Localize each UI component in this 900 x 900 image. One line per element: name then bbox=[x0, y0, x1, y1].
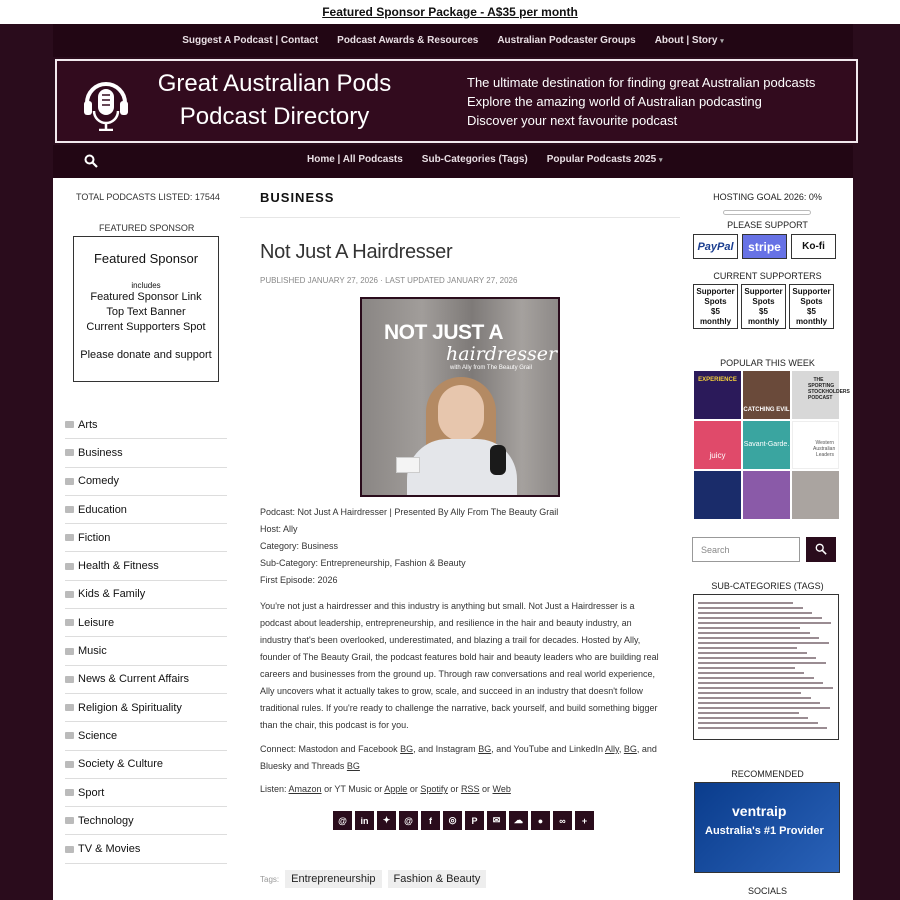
bluesky-icon[interactable]: ✦ bbox=[377, 811, 396, 830]
folder-icon bbox=[65, 619, 74, 626]
current-supporters-title: CURRENT SUPPORTERS bbox=[713, 271, 822, 281]
post-meta: PUBLISHED JANUARY 27, 2026 · LAST UPDATED JANUARY 27, 2026 bbox=[260, 276, 518, 285]
recommended-ad[interactable] bbox=[694, 782, 840, 873]
banner-tagline: Explore the amazing world of Australian podcasting bbox=[467, 94, 762, 109]
connect-text: , and Bluesky and Threads bbox=[260, 744, 657, 771]
stripe-button[interactable]: stripe bbox=[742, 234, 787, 259]
supporter-spot[interactable] bbox=[789, 284, 834, 329]
cover-microphone bbox=[490, 445, 506, 475]
facebook-link[interactable]: BG bbox=[400, 744, 414, 754]
detail-podcast: Podcast: Not Just A Hairdresser | Presented By Ally From The Beauty Grail bbox=[260, 507, 559, 517]
listen-text: or bbox=[409, 784, 418, 794]
category-label: Leisure bbox=[78, 616, 115, 629]
hosting-progress-bar bbox=[723, 210, 811, 215]
socials-title: SOCIALS bbox=[747, 886, 787, 896]
supporter-spot-text: Supporter bbox=[744, 287, 783, 296]
podcast-details bbox=[260, 504, 558, 589]
post-tags bbox=[260, 870, 486, 888]
popular-cover[interactable]: Savant-Garde. bbox=[743, 421, 790, 469]
listen-text: or bbox=[450, 784, 459, 794]
folder-icon bbox=[65, 676, 74, 683]
folder-icon bbox=[65, 704, 74, 711]
nav-suggest[interactable]: Suggest A Podcast | Contact bbox=[182, 35, 319, 46]
supporter-spot-text: Spots bbox=[704, 297, 727, 306]
divider bbox=[240, 217, 680, 218]
section-title: BUSINESS bbox=[260, 190, 335, 205]
cover-title-line2: hairdresser bbox=[446, 343, 558, 365]
chevron-down-icon: ▾ bbox=[720, 38, 724, 45]
supporter-spot-text: $5 bbox=[807, 307, 816, 316]
linkedin-icon[interactable]: in bbox=[355, 811, 374, 830]
cover-title-line3: with Ally from The Beauty Grail bbox=[450, 365, 532, 371]
messenger-icon[interactable]: ☁ bbox=[509, 811, 528, 830]
share-buttons bbox=[333, 811, 594, 830]
recommended-title: RECOMMENDED bbox=[731, 769, 804, 779]
tag-link[interactable]: Fashion & Beauty bbox=[388, 870, 487, 888]
category-item[interactable] bbox=[65, 779, 227, 807]
rss-link[interactable]: RSS bbox=[460, 784, 480, 794]
tag-cloud-line bbox=[698, 682, 823, 684]
search-icon bbox=[815, 543, 827, 555]
featured-donate: Please donate and support bbox=[80, 349, 212, 361]
folder-icon bbox=[65, 506, 74, 513]
category-item[interactable] bbox=[65, 581, 227, 609]
email-icon[interactable]: ✉ bbox=[487, 811, 506, 830]
nav-home[interactable]: Home | All Podcasts bbox=[307, 154, 403, 165]
folder-icon bbox=[65, 648, 74, 655]
folder-icon bbox=[65, 732, 74, 739]
popular-cover[interactable]: CATCHING EVIL bbox=[743, 371, 790, 419]
tag-cloud-line bbox=[698, 677, 814, 679]
amazon-link[interactable]: Amazon bbox=[288, 784, 322, 794]
facebook-icon[interactable]: f bbox=[421, 811, 440, 830]
featured-line: Featured Sponsor Link bbox=[90, 291, 202, 303]
supporter-spot-text: Supporter bbox=[696, 287, 735, 296]
banner-tagline: Discover your next favourite podcast bbox=[467, 113, 678, 128]
tag-cloud-line bbox=[698, 717, 808, 719]
tag-cloud-line bbox=[698, 602, 793, 604]
tag-cloud-line bbox=[698, 667, 795, 669]
search-icon[interactable] bbox=[84, 154, 98, 168]
bluesky-link[interactable]: BG bbox=[346, 761, 360, 771]
category-item[interactable] bbox=[65, 835, 227, 863]
tag-cloud-line bbox=[698, 632, 810, 634]
tag-cloud-line bbox=[698, 712, 799, 714]
tags-label: Tags: bbox=[260, 874, 280, 884]
category-item[interactable] bbox=[65, 609, 227, 637]
tag-cloud-line bbox=[698, 697, 811, 699]
category-item[interactable] bbox=[65, 694, 227, 722]
cover-title-line1: NOT JUST A bbox=[384, 321, 504, 344]
category-label: Technology bbox=[78, 814, 134, 827]
podcast-description: You're not just a hairdresser and this industry is anything but small. Not Just a Hairdresser is a podcast about leadership, entrepreneurship, and resilience in the hair and beauty industry, an industry that's been overlooked, underestimated, and blazing a trail for decades. Hosted by Ally, founder of The Beauty Grail, the podcast features bold hair and beauty leaders who are building real careers and businesses from the ground up. Through raw conversations and real world experience, Ally uncovers what it actually takes to grow, scale, and succeed in an industry that doesn't follow traditional rules. If you're ready to challenge the narrative, back yourself, and build something bigger than the chair, this podcast is for you. bbox=[260, 601, 659, 730]
hosting-goal: HOSTING GOAL 2026: 0% bbox=[713, 192, 822, 202]
tag-cloud-line bbox=[698, 647, 797, 649]
category-label: News & Current Affairs bbox=[78, 673, 190, 686]
web-link[interactable]: Web bbox=[492, 784, 511, 794]
supporter-spot-text: monthly bbox=[747, 317, 780, 326]
folder-icon bbox=[65, 591, 74, 598]
linkedin-bg-link[interactable]: BG bbox=[623, 744, 637, 754]
listen-links bbox=[260, 784, 511, 794]
featured-sponsor-title: FEATURED SPONSOR bbox=[99, 223, 195, 233]
tag-cloud-line bbox=[698, 672, 804, 674]
mastodon-icon[interactable]: @ bbox=[333, 811, 352, 830]
folder-icon bbox=[65, 817, 74, 824]
reddit-icon[interactable]: ● bbox=[531, 811, 550, 830]
category-item[interactable] bbox=[65, 722, 227, 750]
folder-icon bbox=[65, 563, 74, 570]
category-label: TV & Movies bbox=[78, 843, 141, 856]
supporter-spot-text: Supporter bbox=[792, 287, 831, 296]
copy-link-icon[interactable]: ∞ bbox=[553, 811, 572, 830]
featured-sponsor-box[interactable] bbox=[73, 236, 219, 382]
category-item[interactable] bbox=[65, 552, 227, 580]
tag-cloud-line bbox=[698, 727, 827, 729]
banner-title-line1: Great Australian Pods bbox=[157, 70, 392, 97]
banner-tagline: The ultimate destination for finding great Australian podcasts bbox=[467, 75, 816, 90]
tag-cloud-line bbox=[698, 662, 826, 664]
supporter-spot-text: $5 bbox=[711, 307, 720, 316]
threads-icon[interactable]: @ bbox=[399, 811, 418, 830]
category-label: Fiction bbox=[78, 531, 111, 544]
spotify-link[interactable]: Spotify bbox=[420, 784, 448, 794]
listen-prefix: Listen: bbox=[260, 784, 287, 794]
recommended-headline: Australia's #1 Provider bbox=[705, 825, 824, 837]
supporter-spot[interactable] bbox=[741, 284, 786, 329]
nav-awards[interactable]: Podcast Awards & Resources bbox=[337, 35, 479, 46]
featured-sponsor-link[interactable]: Featured Sponsor Package - A$35 per month bbox=[322, 5, 578, 19]
nav-popular-label: Popular Podcasts 2025 bbox=[546, 154, 657, 165]
folder-icon bbox=[65, 789, 74, 796]
subcategories-title: SUB-CATEGORIES (TAGS) bbox=[711, 581, 824, 591]
detail-subcategory: Sub-Category: Entrepreneurship, Fashion & Beauty bbox=[260, 558, 466, 568]
folder-icon bbox=[65, 846, 74, 853]
tag-cloud-line bbox=[698, 692, 801, 694]
popular-cover[interactable]: EXPERIENCE bbox=[694, 371, 741, 419]
category-item[interactable] bbox=[65, 637, 227, 665]
popular-title: POPULAR THIS WEEK bbox=[720, 358, 815, 368]
listen-text: or YT Music or bbox=[324, 784, 383, 794]
tag-cloud-line bbox=[698, 627, 800, 629]
cover-person-face bbox=[438, 385, 484, 441]
apple-link[interactable]: Apple bbox=[384, 784, 408, 794]
nav-about-label: About | Story bbox=[654, 35, 718, 46]
detail-first-episode: First Episode: 2026 bbox=[260, 575, 338, 585]
kofi-button[interactable]: Ko-fi bbox=[791, 234, 836, 259]
tag-cloud-line bbox=[698, 642, 829, 644]
supporter-spot-text: monthly bbox=[795, 317, 828, 326]
sponsor-topbar bbox=[0, 0, 900, 24]
main-nav bbox=[53, 145, 853, 178]
tag-cloud-line bbox=[698, 722, 818, 724]
category-label: Arts bbox=[78, 418, 98, 431]
featured-line: Top Text Banner bbox=[106, 306, 186, 318]
page-content bbox=[53, 178, 853, 900]
tag-cloud-line bbox=[698, 607, 803, 609]
category-item[interactable] bbox=[65, 524, 227, 552]
supporter-spot-text: $5 bbox=[759, 307, 768, 316]
tag-cloud-line bbox=[698, 617, 822, 619]
total-podcasts: TOTAL PODCASTS LISTED: 17544 bbox=[76, 192, 220, 202]
connect-prefix: Connect: Mastodon and Facebook bbox=[260, 744, 398, 754]
search-input[interactable]: Search bbox=[692, 537, 800, 562]
category-item[interactable] bbox=[65, 807, 227, 835]
listen-text: or bbox=[481, 784, 490, 794]
ventraip-logo: ventraip bbox=[732, 803, 787, 819]
tag-cloud-line bbox=[698, 622, 831, 624]
featured-heading: Featured Sponsor bbox=[93, 251, 199, 266]
category-item[interactable] bbox=[65, 439, 227, 467]
category-item[interactable] bbox=[65, 468, 227, 496]
supporter-spot-text: monthly bbox=[699, 317, 732, 326]
category-label: Science bbox=[78, 729, 118, 742]
category-item[interactable] bbox=[65, 411, 227, 439]
popular-cover[interactable]: juicy bbox=[694, 421, 741, 469]
category-label: Health & Fitness bbox=[78, 560, 159, 573]
nav-groups[interactable]: Australian Podcaster Groups bbox=[497, 35, 636, 46]
folder-icon bbox=[65, 449, 74, 456]
category-item[interactable] bbox=[65, 666, 227, 694]
folder-icon bbox=[65, 534, 74, 541]
folder-icon bbox=[65, 478, 74, 485]
category-item[interactable] bbox=[65, 751, 227, 779]
supporter-spot-text: Spots bbox=[752, 297, 775, 306]
connect-text: , bbox=[618, 744, 622, 754]
tag-cloud-line bbox=[698, 707, 830, 709]
detail-host: Host: Ally bbox=[260, 524, 298, 534]
category-list bbox=[65, 411, 227, 864]
category-label: Music bbox=[78, 645, 107, 658]
category-label: Sport bbox=[78, 786, 105, 799]
chevron-down-icon: ▾ bbox=[659, 157, 663, 164]
tag-cloud-line bbox=[698, 687, 833, 689]
connect-links bbox=[260, 741, 670, 775]
featured-includes: includes bbox=[131, 281, 161, 290]
popular-cover[interactable] bbox=[743, 471, 790, 519]
site-banner[interactable] bbox=[55, 59, 858, 143]
tag-cloud-line bbox=[698, 612, 812, 614]
subcategories-cloud[interactable] bbox=[693, 594, 839, 740]
connect-text: , and YouTube and LinkedIn bbox=[491, 744, 603, 754]
folder-icon bbox=[65, 761, 74, 768]
podcast-cover-image[interactable] bbox=[360, 297, 560, 497]
connect-text: , and Instagram bbox=[413, 744, 476, 754]
popular-cover[interactable] bbox=[792, 471, 839, 519]
instagram-icon[interactable]: ◎ bbox=[443, 811, 462, 830]
popular-cover[interactable]: THE SPORTING STOCKHOLDERS PODCAST bbox=[792, 371, 839, 419]
popular-grid bbox=[694, 371, 850, 519]
popular-cover[interactable]: Western Australian Leaders bbox=[792, 421, 839, 469]
tag-cloud-line bbox=[698, 652, 807, 654]
linkedin-ally-link[interactable]: Ally bbox=[605, 744, 619, 754]
pinterest-icon[interactable]: P bbox=[465, 811, 484, 830]
category-item[interactable] bbox=[65, 496, 227, 524]
nav-subcategories[interactable]: Sub-Categories (Tags) bbox=[421, 154, 528, 165]
supporter-spot[interactable] bbox=[693, 284, 738, 329]
tag-link[interactable]: Entrepreneurship bbox=[285, 870, 381, 888]
cover-box bbox=[396, 457, 420, 473]
category-label: Society & Culture bbox=[78, 758, 163, 771]
post-title[interactable]: Not Just A Hairdresser bbox=[260, 241, 453, 263]
category-label: Religion & Spirituality bbox=[78, 701, 182, 714]
banner-title-line2: Podcast Directory bbox=[179, 103, 370, 130]
folder-icon bbox=[65, 421, 74, 428]
search-button[interactable] bbox=[806, 537, 836, 562]
nav-about[interactable] bbox=[655, 35, 724, 46]
please-support-title: PLEASE SUPPORT bbox=[727, 220, 808, 230]
tag-cloud-line bbox=[698, 702, 820, 704]
popular-cover[interactable] bbox=[694, 471, 741, 519]
category-label: Comedy bbox=[78, 475, 119, 488]
instagram-link[interactable]: BG bbox=[478, 744, 492, 754]
tag-cloud-line bbox=[698, 637, 819, 639]
detail-category: Category: Business bbox=[260, 541, 339, 551]
tag-cloud-line bbox=[698, 657, 816, 659]
category-label: Kids & Family bbox=[78, 588, 146, 601]
category-label: Business bbox=[78, 446, 123, 459]
top-nav bbox=[53, 24, 853, 57]
paypal-button[interactable]: PayPal bbox=[693, 234, 738, 259]
category-label: Education bbox=[78, 503, 127, 516]
more-share-icon[interactable]: + bbox=[575, 811, 594, 830]
nav-popular[interactable] bbox=[547, 154, 663, 165]
featured-line: Current Supporters Spot bbox=[86, 321, 206, 333]
supporter-spot-text: Spots bbox=[800, 297, 823, 306]
